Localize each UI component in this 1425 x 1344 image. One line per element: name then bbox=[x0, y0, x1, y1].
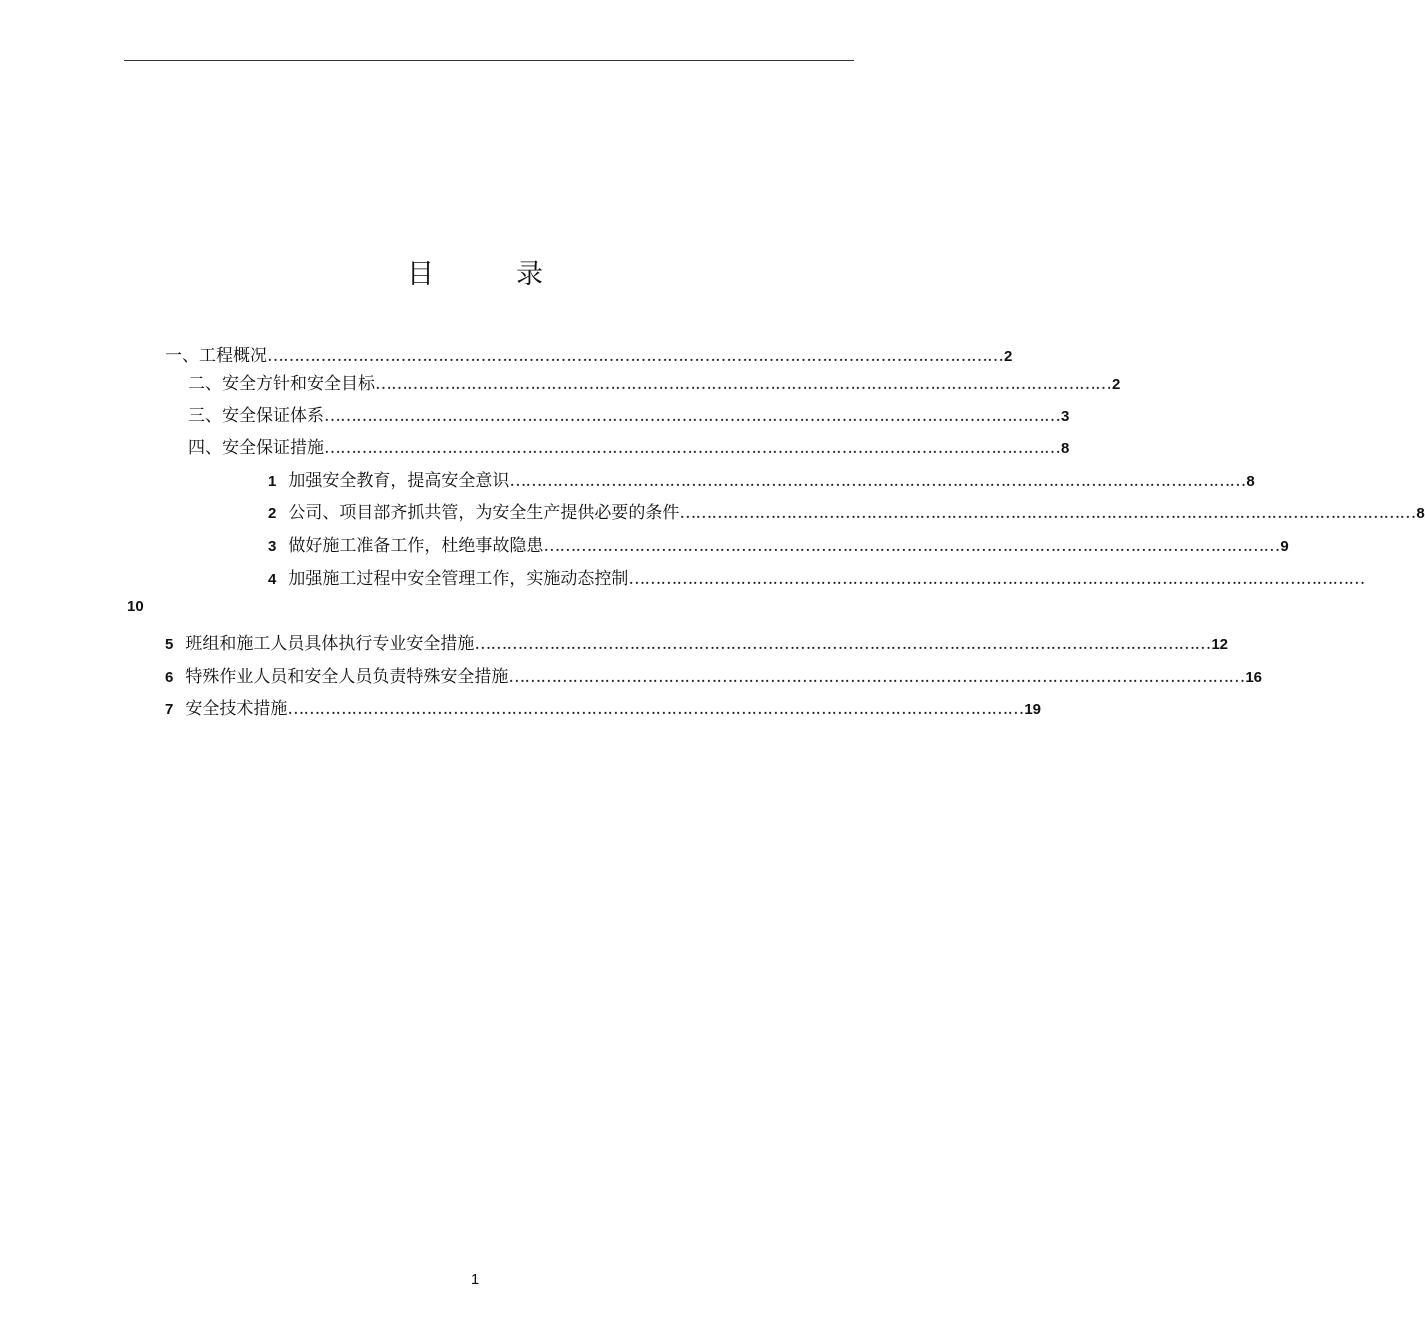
toc-entry-4[interactable] bbox=[188, 433, 1070, 458]
toc-leader: ………………………………………………………………………………………………………………………… bbox=[287, 699, 1024, 719]
toc-entry-page: 16 bbox=[1245, 669, 1263, 686]
toc-leader: ………………………………………………………………………………………………………………………… bbox=[679, 503, 1416, 523]
toc-entry-label: 二、安全方针和安全目标 bbox=[188, 374, 375, 394]
toc-entry-page-wrapped[interactable]: 10 bbox=[127, 598, 144, 615]
toc-leader: ………………………………………………………………………………………………………………………… bbox=[324, 438, 1060, 458]
toc-entry-page: 8 bbox=[1061, 440, 1070, 457]
toc-entry-label: 加强施工过程中安全管理工作，实施动态控制 bbox=[288, 569, 629, 589]
toc-subentry-number: 5 bbox=[165, 636, 174, 653]
toc-entry-label: 班组和施工人员具体执行专业安全措施 bbox=[185, 634, 475, 654]
toc-subentry-2[interactable] bbox=[268, 498, 1425, 523]
toc-subentry-number: 3 bbox=[268, 538, 277, 555]
toc-subentry-number: 7 bbox=[165, 701, 174, 718]
toc-subentry-3[interactable] bbox=[268, 531, 1289, 556]
header-rule bbox=[124, 60, 854, 61]
toc-entry-label: 三、安全保证体系 bbox=[188, 406, 324, 426]
page-number: 1 bbox=[470, 1271, 480, 1288]
toc-subentry-5[interactable] bbox=[165, 629, 1229, 654]
toc-entry-page: 8 bbox=[1246, 473, 1255, 490]
toc-entry-page: 9 bbox=[1280, 538, 1289, 555]
toc-leader: ………………………………………………………………………………………………………………………… bbox=[509, 471, 1246, 491]
toc-subentry-7[interactable] bbox=[165, 694, 1042, 719]
toc-leader: ………………………………………………………………………………………………………………………… bbox=[375, 374, 1111, 394]
toc-entry-page: 12 bbox=[1211, 636, 1229, 653]
toc-entry-label: 做好施工准备工作，杜绝事故隐患 bbox=[288, 536, 544, 556]
toc-subentry-6[interactable] bbox=[165, 662, 1263, 687]
toc-title bbox=[0, 252, 950, 291]
toc-subentry-number: 1 bbox=[268, 473, 277, 490]
toc-entry-label: 安全技术措施 bbox=[185, 699, 288, 719]
toc-title-char-2: 录 bbox=[516, 259, 543, 290]
toc-entry-page: 19 bbox=[1024, 701, 1042, 718]
toc-subentry-4[interactable] bbox=[268, 564, 1365, 589]
toc-subentry-1[interactable] bbox=[268, 466, 1255, 491]
toc-entry-label: 公司、项目部齐抓共管，为安全生产提供必要的条件 bbox=[288, 503, 680, 523]
toc-leader: ………………………………………………………………………………………………………………………… bbox=[267, 346, 1003, 366]
toc-entry-label: 加强安全教育，提高安全意识 bbox=[288, 471, 510, 491]
toc-entry-1[interactable] bbox=[165, 341, 1013, 366]
toc-leader: ………………………………………………………………………………………………………………………… bbox=[474, 634, 1211, 654]
toc-leader: ………………………………………………………………………………………………………………………… bbox=[543, 536, 1280, 556]
toc-entry-3[interactable] bbox=[188, 401, 1070, 426]
toc-entry-2[interactable] bbox=[188, 369, 1121, 394]
toc-entry-label: 一、工程概况 bbox=[165, 346, 267, 366]
toc-leader: ………………………………………………………………………………………………………………………… bbox=[628, 569, 1365, 589]
toc-entry-page: 8 bbox=[1416, 505, 1425, 522]
toc-leader: ………………………………………………………………………………………………………………………… bbox=[324, 406, 1060, 426]
toc-entry-page: 2 bbox=[1112, 376, 1121, 393]
toc-title-char-1: 目 bbox=[407, 259, 434, 290]
toc-subentry-number: 6 bbox=[165, 669, 174, 686]
toc-entry-page: 2 bbox=[1004, 348, 1013, 365]
toc-entry-label: 四、安全保证措施 bbox=[188, 438, 324, 458]
toc-leader: ………………………………………………………………………………………………………………………… bbox=[508, 667, 1245, 687]
toc-entry-page: 3 bbox=[1061, 408, 1070, 425]
toc-entry-label: 特殊作业人员和安全人员负责特殊安全措施 bbox=[185, 667, 509, 687]
toc-subentry-number: 4 bbox=[268, 571, 277, 588]
toc-subentry-number: 2 bbox=[268, 505, 277, 522]
